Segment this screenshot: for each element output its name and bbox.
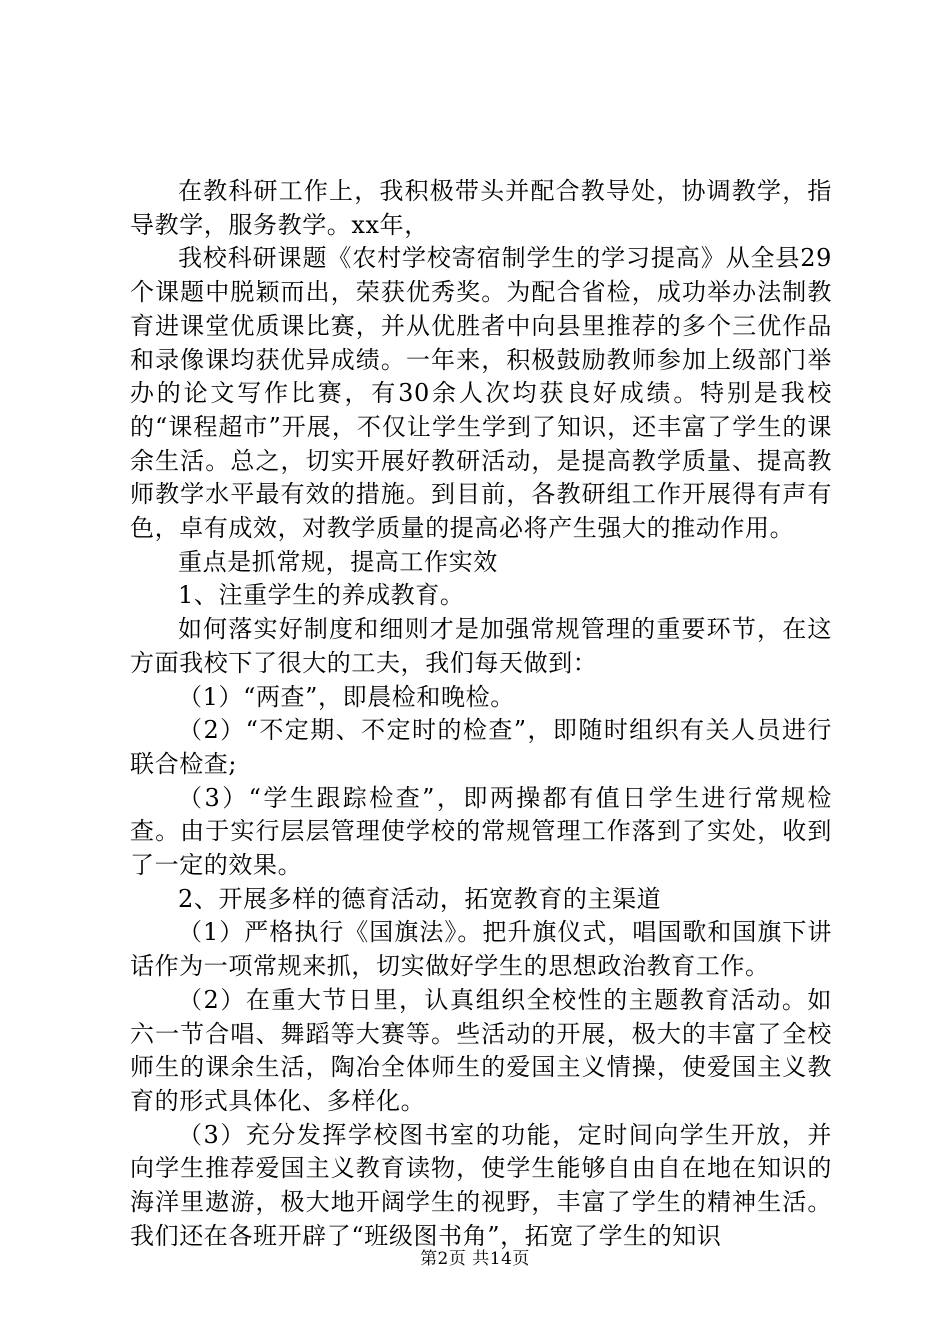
section-heading-routine: 重点是抓常规，提高工作实效 [178,547,498,576]
list-item-flag-law: （1）严格执行《国旗法》。把升旗仪式，唱国歌和国旗下讲话作为一项常规来抓，切实做好学生的思想政治教育工作。 [130,918,832,981]
paragraph-routine-management: 如何落实好制度和细则才是加强常规管理的重要环节，在这方面我校下了很大的工夫，我们每天做到： [130,615,832,677]
subheading-habit-education: 1、注重学生的养成教育。 [178,581,465,610]
paragraph-research-project: 我校科研课题《农村学校寄宿制学生的学习提高》从全县29个课题中脱颖而出，荣获优秀奖。为配合省检，成功举办法制教育进课堂优质课比赛，并从优胜者中向县里推荐的多个三优作品和录像课均获优异成绩。一年来，积极鼓励教师参加上级部门举办的论文写作比赛，有30余人次均获良好成绩。特别是我校的“课程超市”开展，不仅让学生学到了知识，还丰富了学生的课余生活。总之，切实开展好教研活动，是提高教学质量、提高教师教学水平最有效的措施。到目前，各教研组工作开展得有声有色，卓有成效，对教学质量的提高必将产生强大的推动作用。 [130,244,832,543]
page-number-footer: 第2页 共14页 [420,1249,530,1269]
list-item-random-checks: （2）“不定期、不定时的检查”，即随时组织有关人员进行联合检查; [130,716,832,778]
list-item-two-checks: （1）“两查”，即晨检和晚检。 [178,682,515,711]
list-item-festival-activities: （2）在重大节日里，认真组织全校性的主题教育活动。如六一节合唱、舞蹈等大赛等。些活动的开展，极大的丰富了全校师生的课余生活，陶冶全体师生的爱国主义情操，使爱国主义教育的形式具体化、多样化。 [130,985,832,1115]
document-body [130,175,832,1254]
list-item-library: （3）充分发挥学校图书室的功能，定时间向学生开放，并向学生推荐爱国主义教育读物，使学生能够自由自在地在知识的海洋里遨游，极大地开阔学生的视野，丰富了学生的精神生活。我们还在各班开辟了“班级图书角”，拓宽了学生的知识 [130,1120,832,1250]
subheading-moral-activities: 2、开展多样的德育活动，拓宽教育的主渠道 [178,884,662,913]
list-item-student-tracking: （3）“学生跟踪检查”，即两操都有值日学生进行常规检查。由于实行层层管理使学校的常规管理工作落到了实处，收到了一定的效果。 [130,783,832,880]
paragraph-research-work: 在教科研工作上，我积极带头并配合教导处，协调教学，指导教学，服务教学。xx年， [130,177,832,239]
